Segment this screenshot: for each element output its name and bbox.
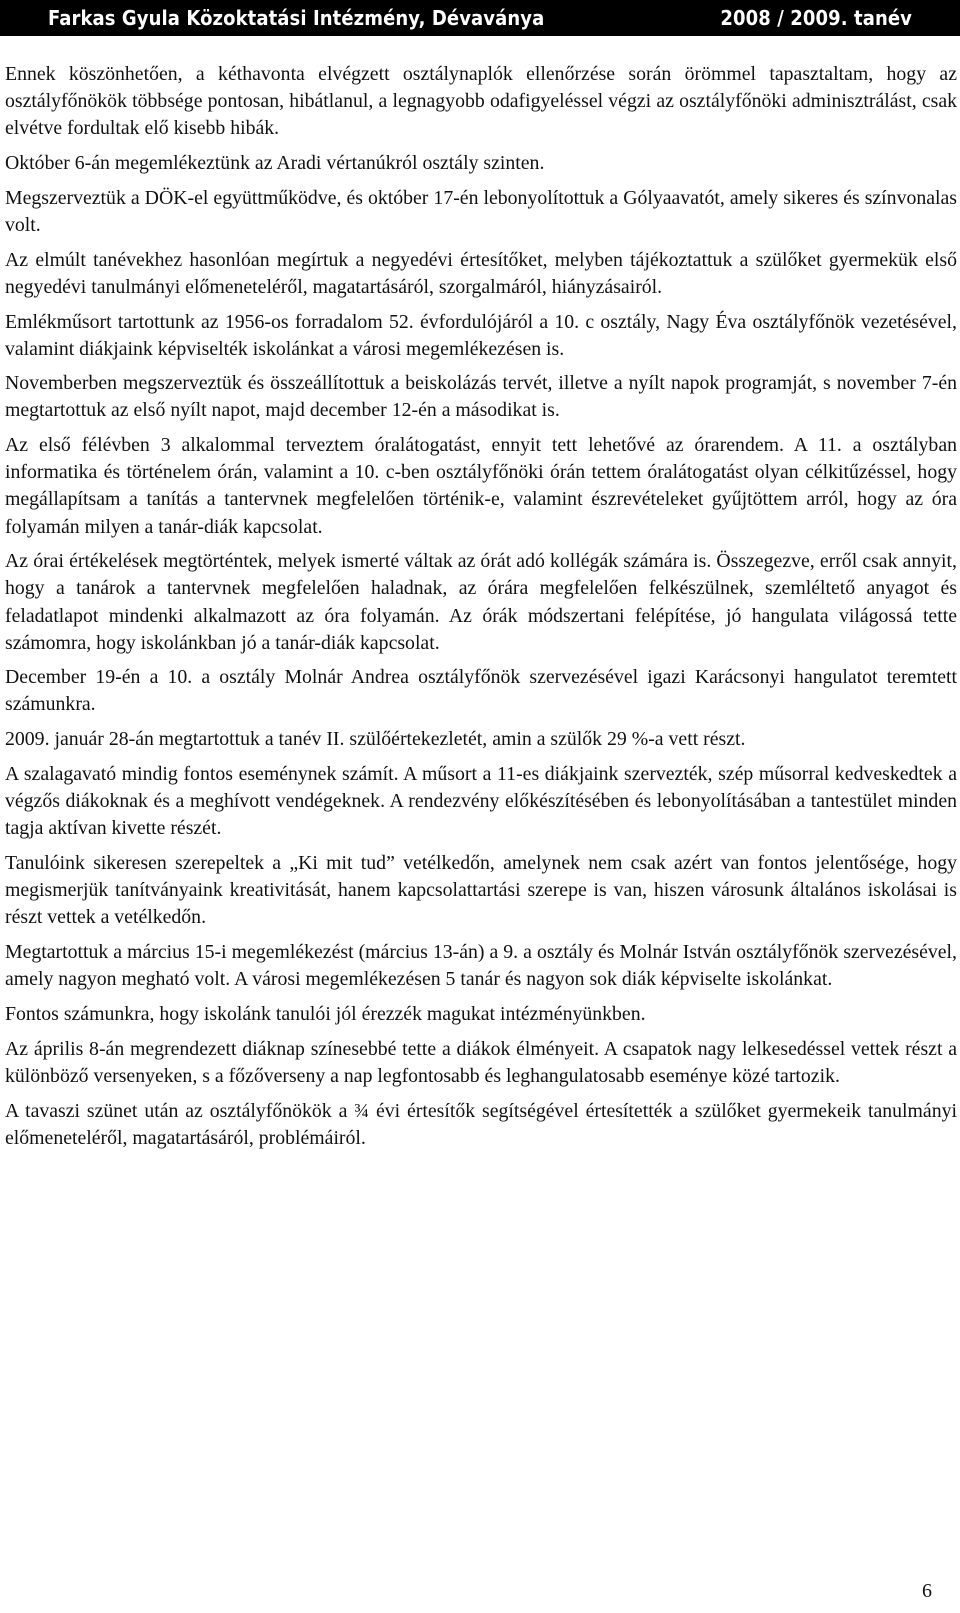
paragraph: Az elmúlt tanévekhez hasonlóan megírtuk a negyedévi értesítőket, melyben tájékoztattuk a szülőket gyermekük első negyedévi tanulmányi előmeneteléről, magatartásáról, szorgalmáról, hiányzásairól. [5,248,957,298]
paragraph: Ennek köszönhetően, a kéthavonta elvégzett osztálynaplók ellenőrzése során örömmel tapasztaltam, hogy az osztályfőnökök többsége pontosan, hibátlanul, a legnagyobb odafigyeléssel végzi az osztályfőnöki adminisztrálást, csak elvétve fordultak elő kisebb hibák. [5,63,957,140]
page-header [0,0,960,36]
paragraph: A szalagavató mindig fontos eseménynek számít. A műsort a 11-es diákjaink szervezték, szép műsorral kedveskedtek a végzős diákoknak és a meghívott vendégeknek. A rendezvény előkészítésében és lebonyolításában a tantestület minden tagja aktívan kivette részét. [5,763,957,840]
paragraph: December 19-én a 10. a osztály Molnár Andrea osztályfőnök szervezésével igazi Karácsonyi hangulatot teremtett számunkra. [5,666,957,716]
header-title: Farkas Gyula Közoktatási Intézmény, Dévaványa [48,6,545,30]
header-year: 2008 / 2009. tanév [720,6,912,30]
paragraph: Az órai értékelések megtörténtek, melyek ismerté váltak az órát adó kollégák számára is. Összegezve, erről csak annyit, hogy a tanárok a tantervnek megfelelően haladnak, az órára megfelelően felkészülnek, szemléltető anyagot és feladatlapot mindenki alkalmazott az óra folyamán. Az órák módszertani felépítése, jó hangulata világossá tette számomra, hogy iskolánkban jó a tanár-diák kapcsolat. [5,550,957,654]
paragraph: Novemberben megszerveztük és összeállítottuk a beiskolázás tervét, illetve a nyílt napok programját, s november 7-én megtartottuk az első nyílt napot, majd december 12-én a másodikat is. [5,372,957,422]
paragraph: 2009. január 28-án megtartottuk a tanév II. szülőértekezletét, amin a szülők 29 %-a vett részt. [5,728,746,751]
paragraph: Az első félévben 3 alkalommal terveztem óralátogatást, ennyit tett lehetővé az órarendem. A 11. a osztályban informatika és történelem órán, valamint a 10. c-ben osztályfőnöki órán tettem óralátogatást olyan célkitűzéssel, hogy megállapítsam a tanítás a tantervnek megfelelően történik-e, valamint észrevételeket gyűjtöttem arról, hogy az óra folyamán milyen a tanár-diák kapcsolat. [5,434,957,538]
paragraph: Fontos számunkra, hogy iskolánk tanulói jól érezzék magukat intézményünkben. [5,1002,646,1025]
paragraph: Október 6-án megemlékeztünk az Aradi vértanúkról osztály szinten. [5,151,545,174]
paragraph: Megszerveztük a DÖK-el együttműködve, és október 17-én lebonyolítottuk a Gólyaavatót, amely sikeres és színvonalas volt. [5,186,957,236]
paragraph: Az április 8-án megrendezett diáknap színesebbé tette a diákok élményeit. A csapatok nagy lelkesedéssel vettek részt a különböző versenyeken, s a főzőverseny a nap legfontosabb és leghangulatosabb eseménye közé tartozik. [5,1037,957,1087]
paragraph: A tavaszi szünet után az osztályfőnökök a ¾ évi értesítők segítségével értesítették a szülőket gyermekeik tanulmányi előmeneteléről, magatartásáról, problémáiról. [5,1099,957,1149]
paragraph: Megtartottuk a március 15-i megemlékezést (március 13-án) a 9. a osztály és Molnár István osztályfőnök szervezésével, amely nagyon megható volt. A városi megemlékezésen 5 tanár és nagyon sok diák képviselte iskolánkat. [5,940,957,991]
paragraph: Tanulóink sikeresen szerepeltek a „Ki mit tud” vetélkedőn, amelynek nem csak azért van fontos jelentősége, hogy megismerjük tanítványaink kreativitását, hanem kapcsolattartási szerepe is van, hiszen városunk általános iskolásai is részt vettek a vetélkedőn. [5,852,957,929]
page-number: 6 [922,1580,932,1602]
paragraph: Emlékműsort tartottunk az 1956-os forradalom 52. évfordulójáról a 10. c osztály, Nagy Éva osztályfőnök vezetésével, valamint diákjaink képviselték iskolánkat a városi megemlékezésen is. [5,310,957,360]
document-body [5,61,957,1159]
